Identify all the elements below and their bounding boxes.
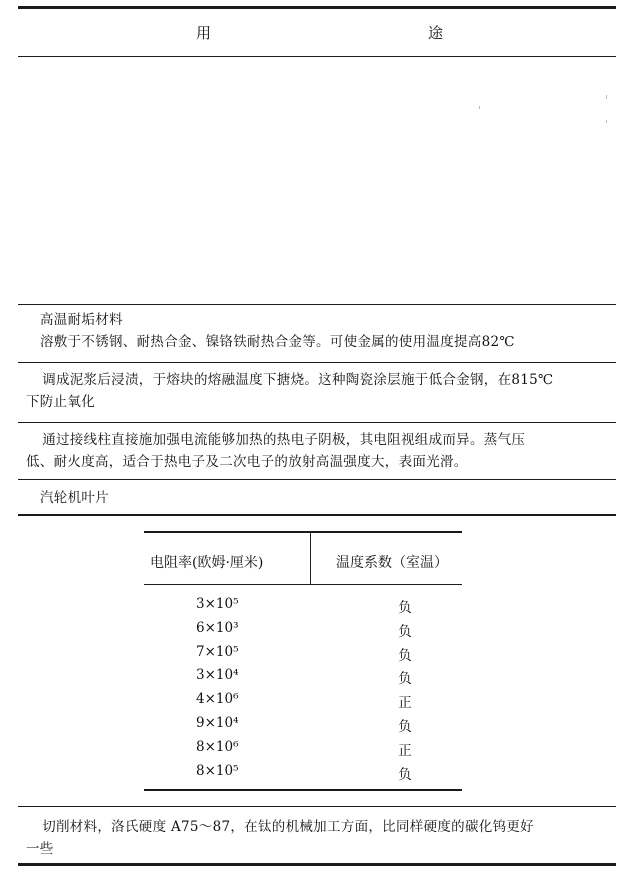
bottom-rule [18,863,616,866]
row-cutting-material [26,816,534,860]
coefficient-cell: 负 [398,624,412,640]
coefficient-cell: 负 [398,648,412,664]
column-header-use: 用 [196,24,212,42]
row-line: 一些 [26,841,54,857]
resistivity-cell: 7×10⁵ [196,644,239,660]
resistivity-cell: 9×10⁴ [196,715,239,731]
resistivity-cell: 3×10⁵ [196,596,239,612]
row-rule [18,479,616,480]
resistivity-cell: 4×10⁶ [196,691,239,707]
row-line: 下防止氧化 [26,394,95,410]
scan-speck [606,120,607,123]
subtable-divider [310,533,311,585]
column-header-use-2: 途 [428,24,444,42]
resistivity-cell: 6×10³ [196,620,239,636]
row-line: 高温耐垢材料 [40,312,123,328]
row-thermionic-cathode [26,429,525,473]
subtable-top-rule [144,531,462,533]
coefficient-cell: 正 [398,695,412,711]
row-line: 通过接线柱直接施加强电流能够加热的热电子阴极，其电阻视组成而异。蒸气压 [42,432,526,448]
coefficient-cell: 负 [398,671,412,687]
row-rule [18,806,616,807]
resistivity-cell: 3×10⁴ [196,667,239,683]
coefficient-cell: 负 [398,600,412,616]
row-ceramic-coating [26,369,553,413]
scan-speck [606,95,607,99]
section-rule [18,514,616,516]
row-rule [18,422,616,423]
row-line: 调成泥浆后浸渍，于熔块的熔融温度下搪烧。这种陶瓷涂层施于低合金钢，在815℃ [42,372,554,388]
coefficient-cell: 正 [398,743,412,759]
coefficient-cell: 负 [398,767,412,783]
row-line: 溶敷于不锈钢、耐热合金、镍铬铁耐热合金等。可使金属的使用温度提高82℃ [40,334,515,350]
subtable-bottom-rule [144,789,462,791]
row-rule [18,362,616,363]
header-resistivity: 电阻率(欧姆·厘米) [150,555,264,571]
row-turbine-blade [40,487,109,509]
header-temp-coefficient: 温度系数（室温） [336,555,448,571]
row-line: 汽轮机叶片 [40,490,109,506]
top-rule [18,6,616,9]
scan-speck [479,106,480,109]
coefficient-cell: 负 [398,719,412,735]
row-rule [18,304,616,305]
resistivity-cell: 8×10⁵ [196,763,239,779]
row-high-temp-material [40,309,515,353]
row-line: 切削材料，洛氏硬度 A75～87，在钛的机械加工方面，比同样硬度的碳化钨更好 [42,819,534,835]
row-line: 低、耐火度高，适合于热电子及二次电子的放射高温强度大，表面光滑。 [26,454,468,470]
subtable-header-rule [144,584,462,585]
resistivity-cell: 8×10⁶ [196,739,239,755]
header-rule [18,56,616,57]
